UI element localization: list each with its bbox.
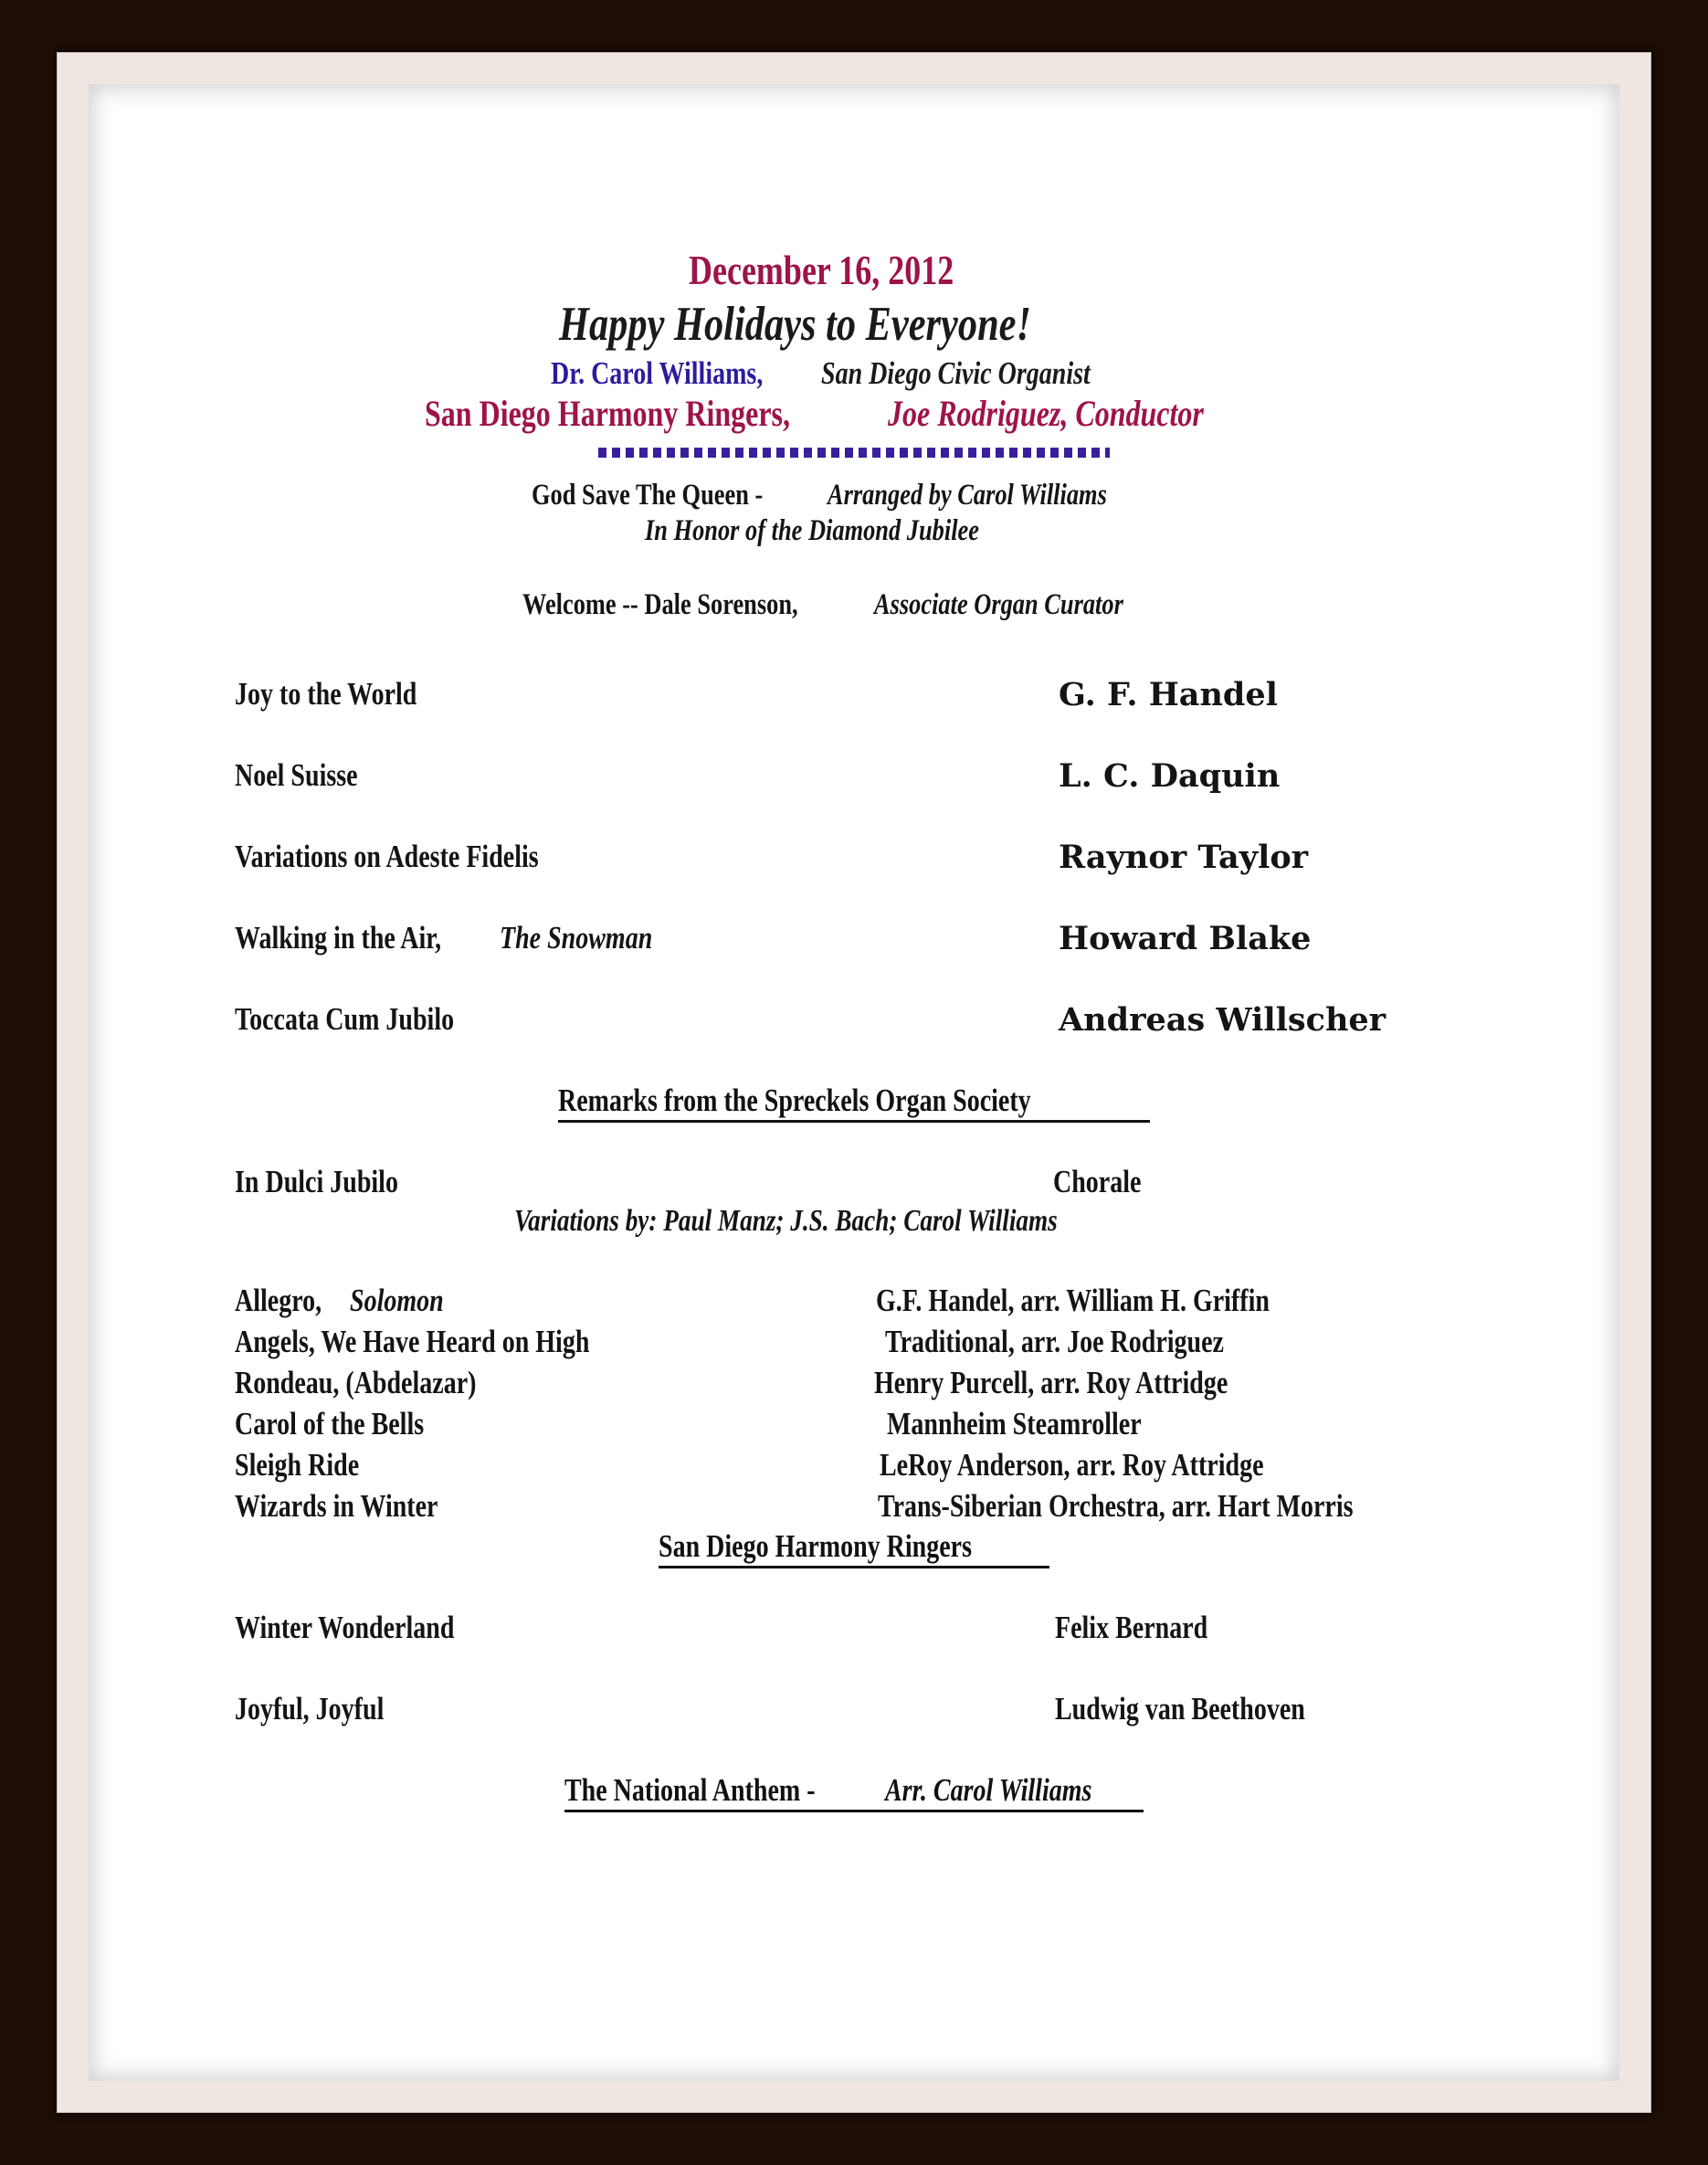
composer-name: LeRoy Anderson, arr. Roy Attridge [880, 1447, 1264, 1483]
program-page [89, 84, 1619, 2081]
work-title-cell [235, 1164, 439, 1200]
welcome-prefix: Welcome -- Dale Sorenson, [522, 588, 798, 622]
composer-cell [1059, 1001, 1386, 1039]
remarks-heading [89, 1082, 1619, 1123]
work-title-cell [235, 1447, 390, 1484]
work-title: Joy to the World [235, 676, 417, 712]
composer-name: Mannheim Steamroller [887, 1406, 1142, 1442]
work-title: Noel Suisse [235, 757, 358, 793]
work-subtitle: The Snowman [499, 920, 652, 956]
work-title-cell [235, 1691, 421, 1727]
composer-name: Howard Blake [1059, 920, 1312, 957]
ringers-row [89, 1283, 1619, 1323]
work-title: Toccata Cum Jubilo [235, 1001, 455, 1037]
work-title: Variations on Adeste Fidelis [235, 839, 539, 874]
work-title-cell [235, 1365, 537, 1401]
composer-name: Andreas Willscher [1059, 1001, 1386, 1039]
greeting-title [89, 298, 1619, 351]
program-row [89, 1691, 1619, 1733]
composer-name: Raynor Taylor [1059, 839, 1309, 876]
conductor-name: Joe Rodriguez, Conductor [888, 393, 1205, 435]
concert-date-text: December 16, 2012 [688, 248, 954, 293]
composer-cell [1059, 676, 1278, 713]
finale-arranger: Arr. Carol Williams [885, 1772, 1092, 1808]
composer-name: L. C. Daquin [1059, 757, 1281, 795]
finale-title: The National Anthem - [564, 1772, 816, 1808]
program-row [89, 757, 1619, 799]
work-title: Walking in the Air, [235, 920, 442, 956]
composer-name: G.F. Handel, arr. William H. Griffin [876, 1283, 1270, 1318]
dotted-divider-icon [598, 448, 1110, 458]
work-title: Joyful, Joyful [235, 1691, 385, 1727]
composer-name: Ludwig van Beethoven [1055, 1691, 1305, 1727]
program-row [89, 920, 1619, 962]
ringers-row [89, 1365, 1619, 1405]
ringers-ensemble-heading-text: San Diego Harmony Ringers [658, 1528, 972, 1564]
work-form: Chorale [1053, 1164, 1142, 1199]
work-title: In Dulci Jubilo [235, 1164, 398, 1199]
composer-name: Trans-Siberian Orchestra, arr. Hart Morris [878, 1488, 1354, 1524]
work-title: Carol of the Bells [235, 1406, 425, 1442]
variations-text: Variations by: Paul Manz; J.S. Bach; Carol Williams [514, 1204, 1059, 1238]
finale-heading [89, 1772, 1619, 1812]
work-title-cell [235, 1610, 510, 1646]
ringers-row [89, 1447, 1619, 1487]
ringers-row [89, 1324, 1619, 1364]
concert-date [89, 250, 1619, 292]
remarks-heading-text: Remarks from the Spreckels Organ Society [558, 1082, 1032, 1118]
program-sheet [89, 84, 1619, 2081]
composer-name: G. F. Handel [1059, 676, 1278, 713]
opening-work-title: God Save The Queen - [531, 479, 763, 512]
composer-cell [1055, 1691, 1367, 1727]
program-row [89, 839, 1619, 881]
organist-credit [89, 355, 1619, 391]
work-title-cell [235, 839, 615, 875]
organist-name: Dr. Carol Williams, [550, 355, 763, 392]
work-subtitle: Solomon [349, 1283, 444, 1318]
composer-cell [1055, 1610, 1246, 1646]
composer-cell [880, 1447, 1360, 1484]
work-title-cell [235, 1324, 679, 1360]
ringers-row [89, 1488, 1619, 1528]
composer-name: Felix Bernard [1055, 1610, 1208, 1645]
opening-dedication-text: In Honor of the Diamond Jubilee [645, 514, 980, 548]
work-title: Winter Wonderland [235, 1610, 455, 1645]
work-form-cell [1053, 1164, 1164, 1200]
work-title-cell [235, 676, 462, 713]
work-title-cell [235, 757, 388, 794]
composer-cell [885, 1324, 1309, 1360]
work-title: Allegro, [235, 1283, 322, 1318]
welcome-line [89, 587, 1619, 623]
work-title: Rondeau, (Abdelazar) [235, 1365, 477, 1400]
composer-cell [876, 1283, 1368, 1319]
picture-mat [57, 52, 1651, 2113]
ensemble-name: San Diego Harmony Ringers, [425, 393, 791, 435]
composer-name: Traditional, arr. Joe Rodriguez [885, 1324, 1224, 1359]
composer-cell [887, 1406, 1205, 1442]
organist-title: San Diego Civic Organist [820, 355, 1091, 392]
program-row [89, 1164, 1619, 1206]
composer-cell [1059, 920, 1311, 957]
ringers-row [89, 1406, 1619, 1446]
program-header [89, 250, 1619, 623]
ringers-ensemble-heading [89, 1528, 1619, 1568]
program-row [89, 1610, 1619, 1652]
work-title-cell [235, 1001, 509, 1038]
work-title-cell [235, 1488, 489, 1525]
work-title-cell [235, 920, 691, 956]
work-title-cell [235, 1283, 467, 1319]
work-title: Wizards in Winter [235, 1488, 438, 1524]
opening-dedication-line [89, 513, 1619, 549]
composer-cell [1059, 757, 1280, 795]
greeting-title-text: Happy Holidays to Everyone! [558, 297, 1031, 351]
welcome-title: Associate Organ Curator [873, 588, 1123, 622]
work-title: Angels, We Have Heard on High [235, 1324, 590, 1359]
opening-work-arranger: Arranged by Carol Williams [828, 479, 1107, 512]
composer-cell [878, 1488, 1472, 1525]
program-row [89, 1001, 1619, 1043]
work-title-cell [235, 1406, 471, 1442]
program-row [89, 676, 1619, 718]
composer-name: Henry Purcell, arr. Roy Attridge [874, 1365, 1228, 1400]
variations-line [89, 1204, 1619, 1239]
composer-cell [874, 1365, 1316, 1401]
composer-cell [1059, 839, 1308, 876]
work-title: Sleigh Ride [235, 1447, 360, 1483]
ensemble-credit [89, 394, 1619, 435]
opening-work-line [89, 478, 1619, 513]
